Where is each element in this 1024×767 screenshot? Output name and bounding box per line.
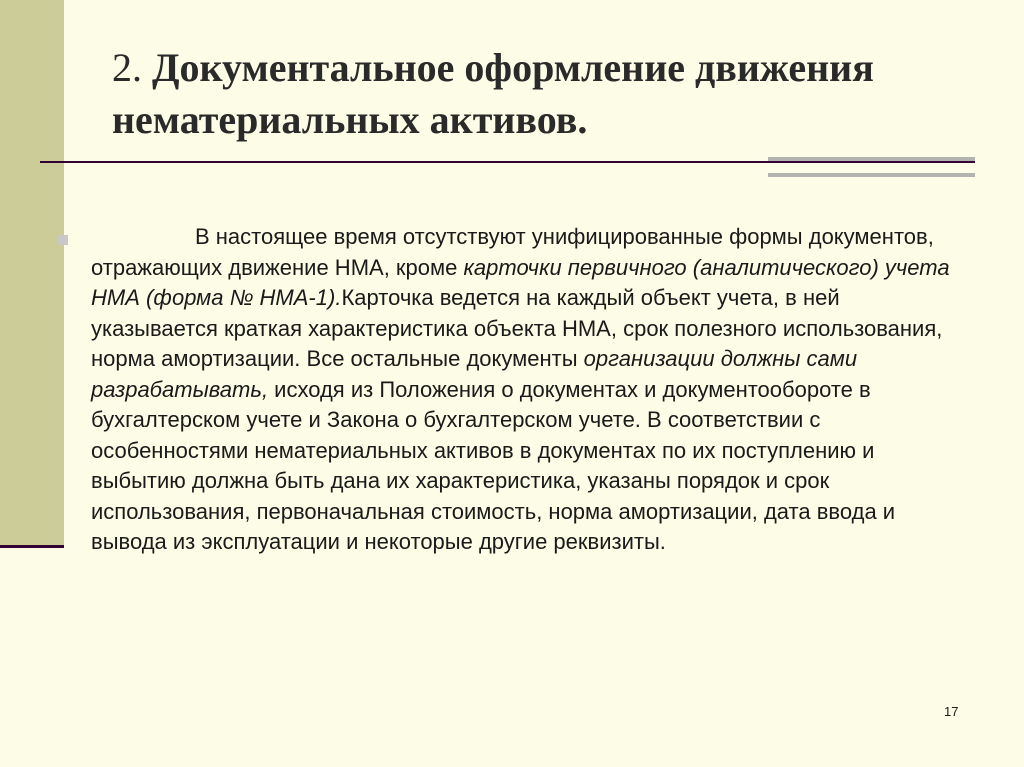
- body-paragraph: [91, 222, 961, 558]
- gray-accent-line-top: [768, 157, 975, 161]
- slide-title: [112, 42, 972, 146]
- body-segment-2-italic: карточки первичного (аналитического) учета НМА (форма № НМА-1).: [91, 254, 950, 310]
- body-segment-3: Карточка ведется на каждый объект учета, в ней указывается краткая характеристика объекта НМА, срок полезного использования, норма амортизации. Все остальные документы: [91, 285, 943, 371]
- body-segment-5: исходя из Положения о документах и документообороте в бухгалтерском учете и Закона о бухгалтерском учете. В соответствии с особенностями нематериальных активов в документах по их поступлению и выбытию должна быть дана их характеристика, указаны порядок и срок использования, первоначальная стоимость, норма амортизации, дата ввода и вывода из эксплуатации и некоторые другие реквизиты.: [91, 376, 896, 554]
- left-decorative-bar: [0, 0, 64, 547]
- page-number: 17: [944, 704, 959, 719]
- body-segment-1: В настоящее время отсутствуют унифицированные формы документов, отражающих движение НМА, кроме: [91, 224, 934, 280]
- title-text: Документальное оформление движения нематериальных активов.: [112, 45, 874, 142]
- title-number: 2.: [112, 45, 142, 90]
- bullet-square-icon: [58, 235, 68, 245]
- gray-accent-bar: [768, 157, 975, 177]
- body-segment-4-italic: организации должны сами разрабатывать,: [91, 346, 858, 402]
- gray-accent-line-bottom: [768, 173, 975, 177]
- left-bar-underline: [0, 545, 64, 548]
